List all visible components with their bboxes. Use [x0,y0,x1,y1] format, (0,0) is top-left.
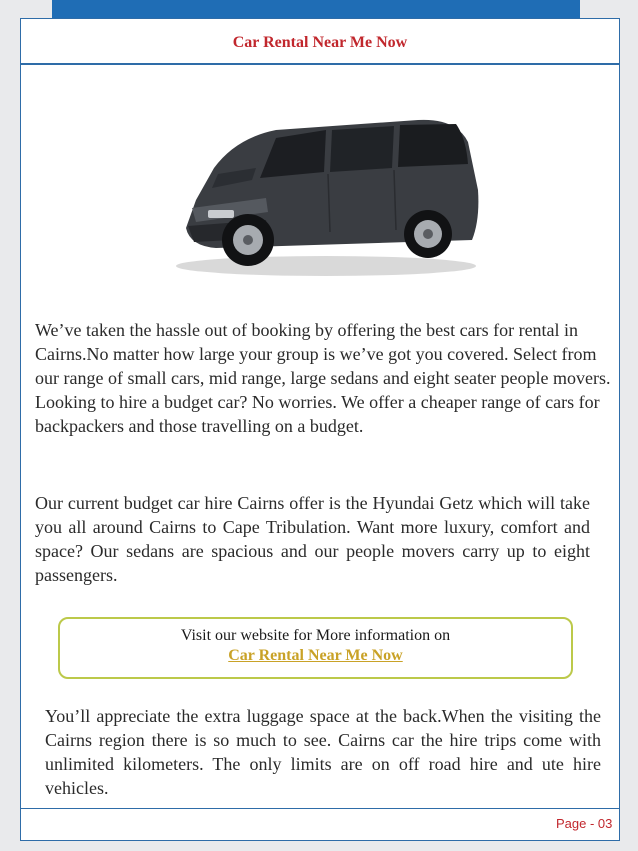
offer-paragraph: Our current budget car hire Cairns offer is the Hyundai Getz which will take you all around Cairns to Cape Tribulation. Want more luxury, comfort and space? Our sedans are spacious and our people movers carry up to eight passengers. [35,493,590,585]
footer-divider [20,808,620,809]
top-accent-bar [52,0,580,18]
page-number: Page - 03 [556,816,613,831]
luggage-paragraph: You’ll appreciate the extra luggage space at the back.When the visiting the Cairns region there is so much to see. Cairns car the hire trips come with unlimited kilometers. The only limits are on off road hire and ute hire vehicles. [45,706,601,798]
cta-text: Visit our website for More information on [180,627,451,644]
page-title: Car Rental Near Me Now [232,34,408,51]
header-divider [20,63,620,65]
cta-box [58,617,573,679]
minivan-photo [156,80,486,280]
cta-link[interactable]: Car Rental Near Me Now [228,647,403,664]
intro-paragraph: We’ve taken the hassle out of booking by offering the best cars for rental in Cairns.No matter how large your group is we’ve got you covered. Select from our range of small cars, mid range, large sedans and eight seater people movers. Looking to hire a budget car? No worries. We offer a cheaper range of cars for backpackers and those travelling on a budget. [35,320,611,436]
